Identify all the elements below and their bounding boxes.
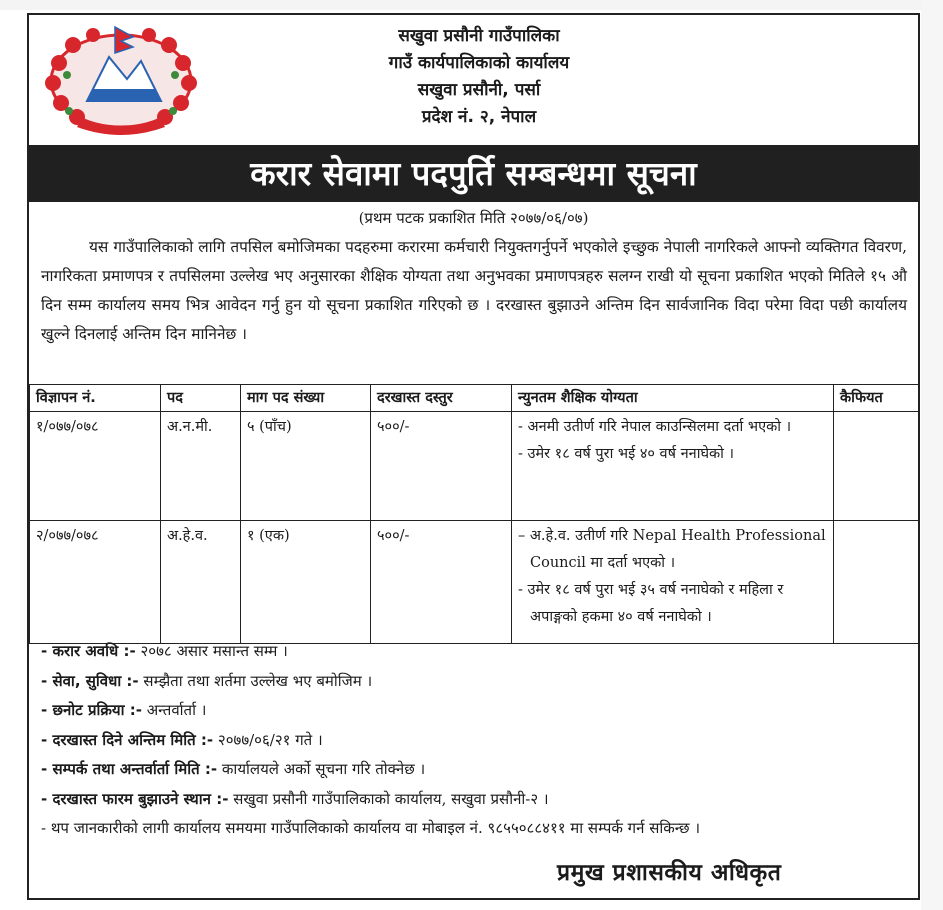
office-name: सखुवा प्रसौनी गाउँपालिका <box>398 26 560 46</box>
post-cell: अ.हे.व. <box>161 521 241 644</box>
qualification-list <box>518 523 827 631</box>
publication-date-note: (प्रथम पटक प्रकाशित मिति २०७७/०६/०७) <box>358 209 589 227</box>
qualification-cell <box>512 412 834 521</box>
notice-header <box>29 15 918 147</box>
nepal-emblem-icon <box>37 23 205 141</box>
qualification-item: - उमेर १८ वर्ष पुरा भई ३५ वर्ष ननाघेको र महिला र अपाङ्गको हकमा ४० वर्ष ननाघेको । <box>518 582 784 625</box>
post-cell: अ.न.मी. <box>161 412 241 521</box>
term-selection-process: - छनोट प्रक्रिया :- अन्तर्वार्ता । <box>41 701 207 719</box>
remarks-cell <box>834 521 919 644</box>
notice-document <box>27 13 920 900</box>
term-submission-place: - दरखास्त फारम बुझाउने स्थान :- सखुवा प्रसौनी गाउँपालिकाको कार्यालय, सखुवा प्रसौनी-२ । <box>41 789 549 808</box>
col-header-fee: दरखास्त दस्तुर <box>371 385 512 412</box>
qualification-item: - अनमी उतीर्ण गरि नेपाल काउन्सिलमा दर्ता भएको । <box>518 419 792 435</box>
qualification-item: - उमेर १८ वर्ष पुरा भई ४० वर्ष ननाघेको । <box>518 446 735 462</box>
fee-cell: ५००/- <box>371 521 512 644</box>
remarks-cell <box>834 412 919 521</box>
office-province: प्रदेश नं. २, नेपाल <box>421 107 537 127</box>
count-cell: ५ (पाँच) <box>241 412 371 521</box>
right-margin <box>921 0 943 910</box>
ad-number-cell: २/०७७/०७८ <box>30 521 161 644</box>
contact-note: - थप जानकारीको लागी कार्यालय समयमा गाउँपालिकाको कार्यालय वा मोबाइल नं. ९८५५०८८४११ मा सम्पर्क गर्न सकिन्छ । <box>41 819 701 837</box>
term-facilities: - सेवा, सुविधा :- सम्झैता तथा शर्तमा उल्लेख भए बमोजिम । <box>41 671 373 690</box>
term-contract-period: - करार अवधि :- २०७८ असार मसान्त सम्म । <box>41 642 288 660</box>
count-cell: १ (एक) <box>241 521 371 644</box>
signature-title: प्रमुख प्रशासकीय अधिकृत <box>557 860 782 886</box>
col-header-ad-no: विज्ञापन नं. <box>30 385 161 412</box>
term-interview-date: - सम्पर्क तथा अन्तर्वार्ता मिति :- कार्यालयले अर्को सूचना गरि तोक्नेछ । <box>41 760 426 778</box>
table-header-row <box>30 385 919 412</box>
col-header-qualification: न्युनतम शैक्षिक योग्यता <box>512 385 834 412</box>
col-header-post: पद <box>161 385 241 412</box>
ad-number-cell: १/०७७/०७८ <box>30 412 161 521</box>
vacancy-table <box>29 384 919 644</box>
office-address <box>264 23 694 131</box>
qualification-item: – अ.हे.व. उतीर्ण गरि Nepal Health Professional Council मा दर्ता भएको । <box>518 528 826 571</box>
terms-list <box>41 637 911 844</box>
table-row <box>30 412 919 521</box>
office-location: सखुवा प्रसौनी, पर्सा <box>417 80 541 100</box>
office-unit: गाउँ कार्यपालिकाको कार्यालय <box>388 53 570 73</box>
intro-paragraph: यस गाउँपालिकाको लागि तपसिल बमोजिमका पदहरुमा करारमा कर्मचारी नियुक्तगर्नुपर्ने भएकोले इच्छुक नेपाली नागरिकले आफ्नो व्यक्तिगत विवरण, नागरिकता प्रमाणपत्र र तपसिलमा उल्लेख भए अनुसारका शैक्षिक योग्यता तथा अनुभवका प्रमाणपत्रहरु सलग्न राखी यो सूचना प्रकाशित भएको मितिले १५ औ दिन सम्म कार्यालय समय भित्र आवेदन गर्नु हुन यो सूचना प्रकाशित गरिएको छ । दरखास्त बुझाउने अन्तिम दिन सार्वजानिक विदा परेमा विदा पछी कार्यालय खुल्ने दिनलाई अन्तिम दिन मानिनेछ । <box>41 238 907 343</box>
top-strip <box>0 0 943 10</box>
qualification-cell <box>512 521 834 644</box>
notice-title: करार सेवामा पदपुर्ति सम्बन्धमा सूचना <box>29 145 918 202</box>
col-header-count: माग पद संख्या <box>241 385 371 412</box>
col-header-remarks: कैफियत <box>834 385 919 412</box>
term-deadline: - दरखास्त दिने अन्तिम मिति :- २०७७/०६/२१ गते । <box>41 730 323 749</box>
qualification-list <box>518 414 827 468</box>
table-row <box>30 521 919 644</box>
fee-cell: ५००/- <box>371 412 512 521</box>
